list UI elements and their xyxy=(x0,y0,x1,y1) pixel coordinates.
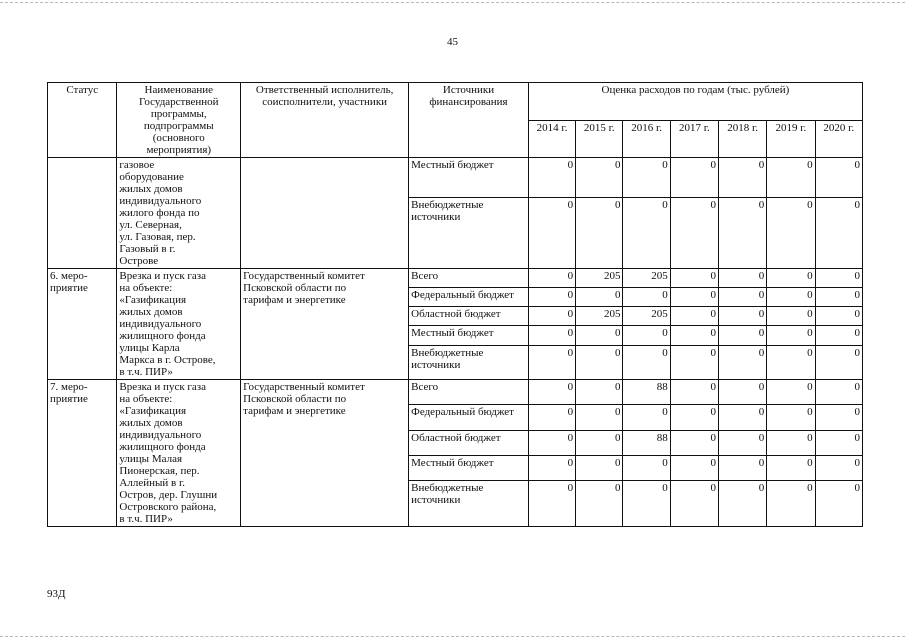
page-bottom-edge xyxy=(0,636,905,637)
expense-value-cell: 0 xyxy=(670,288,718,307)
expense-value-cell: 0 xyxy=(719,288,767,307)
expense-value-cell: 0 xyxy=(815,326,862,345)
expense-value-cell: 0 xyxy=(623,345,670,380)
expense-value-cell: 205 xyxy=(576,307,623,326)
expense-value-cell: 0 xyxy=(670,456,718,481)
expense-value-cell: 205 xyxy=(576,269,623,288)
funding-source-cell: Внебюджетные источники xyxy=(409,197,529,268)
expense-value-cell: 0 xyxy=(528,430,575,455)
expense-value-cell: 0 xyxy=(623,326,670,345)
expense-value-cell: 0 xyxy=(670,345,718,380)
header-year: 2016 г. xyxy=(623,120,670,158)
expense-value-cell: 0 xyxy=(528,405,575,430)
expense-value-cell: 205 xyxy=(623,307,670,326)
expense-value-cell: 0 xyxy=(670,405,718,430)
expense-value-cell: 0 xyxy=(528,481,575,527)
expense-value-cell: 88 xyxy=(623,380,670,405)
header-year: 2015 г. xyxy=(576,120,623,158)
status-cell xyxy=(48,158,117,269)
expense-value-cell: 0 xyxy=(576,158,623,198)
expense-value-cell: 0 xyxy=(528,288,575,307)
expense-value-cell: 0 xyxy=(767,405,815,430)
header-executor: Ответственный исполнитель, соисполнители, участники xyxy=(241,83,409,158)
header-year: 2019 г. xyxy=(767,120,815,158)
program-name-cell: газовое оборудование жилых домов индивидуального жилого фонда по ул. Северная, ул. Газовая, пер. Газовый в г. Острове xyxy=(117,158,241,269)
expense-value-cell: 0 xyxy=(623,456,670,481)
executor-cell xyxy=(241,158,409,269)
expense-value-cell: 0 xyxy=(670,269,718,288)
expense-value-cell: 0 xyxy=(528,307,575,326)
expense-value-cell: 0 xyxy=(670,430,718,455)
expense-value-cell: 0 xyxy=(576,197,623,268)
header-name: Наименование Государственной программы, подпрограммы (основного мероприятия) xyxy=(117,83,241,158)
expense-value-cell: 0 xyxy=(815,288,862,307)
expense-value-cell: 0 xyxy=(670,481,718,527)
funding-source-cell: Местный бюджет xyxy=(409,326,529,345)
expense-value-cell: 0 xyxy=(528,158,575,198)
program-name-cell: Врезка и пуск газа на объекте: «Газификация жилых домов индивидуального жилищного фонда улицы Малая Пионерская, пер. Аллейный в г. Остров, дер. Глушни Островского района, в т.ч. ПИР» xyxy=(117,380,241,527)
expense-value-cell: 0 xyxy=(815,430,862,455)
funding-source-cell: Федеральный бюджет xyxy=(409,288,529,307)
expense-value-cell: 0 xyxy=(576,345,623,380)
funding-source-cell: Областной бюджет xyxy=(409,430,529,455)
expense-value-cell: 0 xyxy=(767,288,815,307)
expense-value-cell: 0 xyxy=(815,158,862,198)
expense-value-cell: 0 xyxy=(623,481,670,527)
expense-value-cell: 0 xyxy=(719,405,767,430)
page-number: 45 xyxy=(447,36,458,48)
expense-value-cell: 0 xyxy=(576,456,623,481)
expense-value-cell: 0 xyxy=(719,380,767,405)
expense-value-cell: 0 xyxy=(623,197,670,268)
funding-source-cell: Местный бюджет xyxy=(409,158,529,198)
funding-source-cell: Местный бюджет xyxy=(409,456,529,481)
expense-value-cell: 0 xyxy=(576,481,623,527)
funding-source-cell: Всего xyxy=(409,269,529,288)
expense-value-cell: 0 xyxy=(815,269,862,288)
header-year: 2020 г. xyxy=(815,120,862,158)
expense-value-cell: 0 xyxy=(670,326,718,345)
header-year: 2014 г. xyxy=(528,120,575,158)
expense-value-cell: 0 xyxy=(767,197,815,268)
expense-value-cell: 0 xyxy=(528,456,575,481)
expense-value-cell: 0 xyxy=(576,288,623,307)
expense-value-cell: 0 xyxy=(815,307,862,326)
expense-value-cell: 0 xyxy=(719,197,767,268)
expense-value-cell: 0 xyxy=(719,326,767,345)
expense-value-cell: 0 xyxy=(719,456,767,481)
expense-value-cell: 0 xyxy=(815,197,862,268)
header-row-top xyxy=(48,83,863,121)
expense-value-cell: 0 xyxy=(719,345,767,380)
expense-value-cell: 0 xyxy=(528,269,575,288)
expense-value-cell: 0 xyxy=(719,158,767,198)
expense-value-cell: 0 xyxy=(719,481,767,527)
page-top-edge xyxy=(0,2,905,3)
expense-value-cell: 0 xyxy=(815,481,862,527)
expense-value-cell: 0 xyxy=(719,430,767,455)
expense-value-cell: 0 xyxy=(528,380,575,405)
table-row xyxy=(48,269,863,288)
expense-value-cell: 0 xyxy=(623,158,670,198)
table-row xyxy=(48,158,863,198)
funding-source-cell: Областной бюджет xyxy=(409,307,529,326)
expense-value-cell: 0 xyxy=(670,197,718,268)
header-status: Статус xyxy=(48,83,117,158)
funding-source-cell: Всего xyxy=(409,380,529,405)
expense-value-cell: 0 xyxy=(815,345,862,380)
expense-value-cell: 0 xyxy=(576,430,623,455)
table-body xyxy=(48,158,863,527)
funding-source-cell: Внебюджетные источники xyxy=(409,345,529,380)
expense-value-cell: 0 xyxy=(623,405,670,430)
expense-value-cell: 0 xyxy=(767,430,815,455)
expense-value-cell: 0 xyxy=(528,345,575,380)
expense-value-cell: 0 xyxy=(670,158,718,198)
executor-cell: Государственный комитет Псковской области по тарифам и энергетике xyxy=(241,269,409,380)
expense-value-cell: 0 xyxy=(815,456,862,481)
expense-value-cell: 0 xyxy=(767,481,815,527)
table-row xyxy=(48,380,863,405)
expense-value-cell: 0 xyxy=(719,269,767,288)
expense-value-cell: 0 xyxy=(767,307,815,326)
expense-value-cell: 88 xyxy=(623,430,670,455)
budget-table xyxy=(47,82,863,527)
expense-value-cell: 0 xyxy=(576,326,623,345)
expense-value-cell: 0 xyxy=(767,380,815,405)
expense-value-cell: 0 xyxy=(767,158,815,198)
expense-value-cell: 0 xyxy=(719,307,767,326)
expense-value-cell: 0 xyxy=(670,380,718,405)
footer-code: 93Д xyxy=(47,588,66,600)
expense-value-cell: 0 xyxy=(576,405,623,430)
expense-value-cell: 0 xyxy=(767,269,815,288)
expense-value-cell: 0 xyxy=(767,326,815,345)
expense-value-cell: 0 xyxy=(815,380,862,405)
funding-source-cell: Федеральный бюджет xyxy=(409,405,529,430)
header-expenses: Оценка расходов по годам (тыс. рублей) xyxy=(528,83,862,121)
expense-value-cell: 0 xyxy=(815,405,862,430)
expense-value-cell: 0 xyxy=(623,288,670,307)
header-year: 2017 г. xyxy=(670,120,718,158)
expense-value-cell: 0 xyxy=(576,380,623,405)
expense-value-cell: 0 xyxy=(528,197,575,268)
expense-value-cell: 205 xyxy=(623,269,670,288)
expense-value-cell: 0 xyxy=(767,345,815,380)
executor-cell: Государственный комитет Псковской области по тарифам и энергетике xyxy=(241,380,409,527)
program-name-cell: Врезка и пуск газа на объекте: «Газификация жилых домов индивидуального жилищного фонда улицы Карла Маркса в г. Острове, в т.ч. ПИР» xyxy=(117,269,241,380)
status-cell: 7. меро- приятие xyxy=(48,380,117,527)
header-year: 2018 г. xyxy=(719,120,767,158)
status-cell: 6. меро- приятие xyxy=(48,269,117,380)
expense-value-cell: 0 xyxy=(528,326,575,345)
expense-value-cell: 0 xyxy=(670,307,718,326)
header-sources: Источники финансирования xyxy=(409,83,529,158)
funding-source-cell: Внебюджетные источники xyxy=(409,481,529,527)
expense-value-cell: 0 xyxy=(767,456,815,481)
